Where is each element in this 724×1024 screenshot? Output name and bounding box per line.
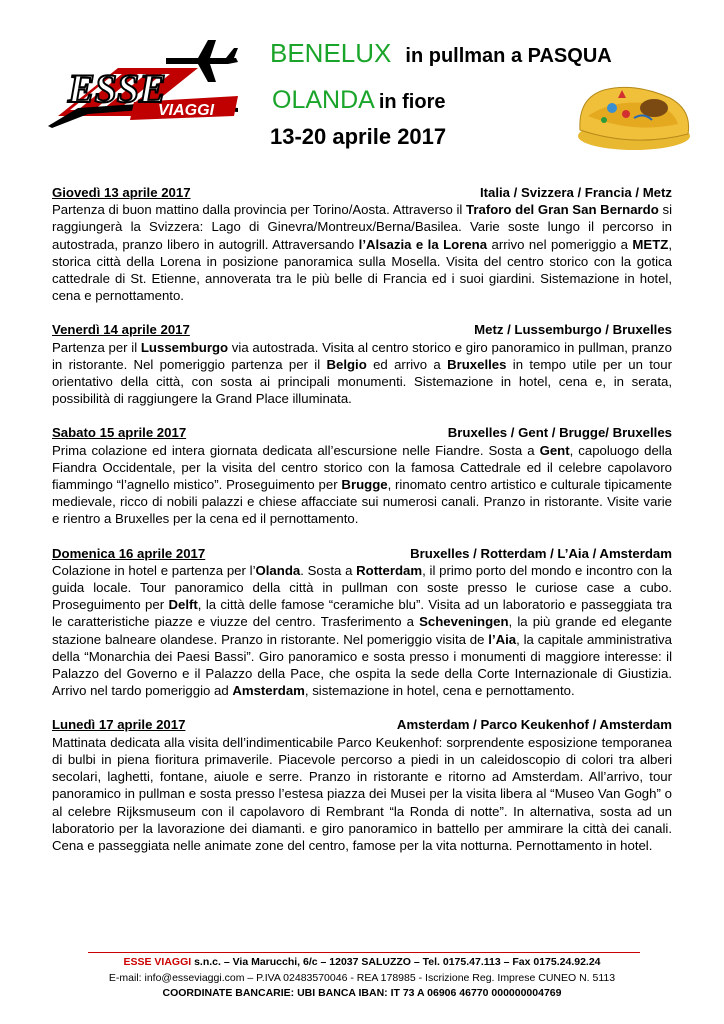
svg-text:ESSE: ESSE: [68, 66, 166, 111]
highlight-text: l’Aia: [488, 631, 517, 647]
highlight-text: Olanda: [255, 562, 301, 578]
highlight-text: Rotterdam: [356, 562, 423, 578]
highlight-text: Brugge: [341, 477, 388, 493]
day-header: [52, 321, 672, 338]
esse-viaggi-logo: [48, 38, 238, 128]
day-header: [52, 545, 672, 562]
day-route: Bruxelles / Rotterdam / L’Aia / Amsterdam: [410, 545, 672, 561]
body-text: via autostrada. Visita al centro storico e giro panoramico in pullman, pranzo in ristorante. Nel pomeriggio partenza per il: [52, 339, 672, 372]
body-text: Partenza di buon mattino dalla provincia per Torino/Aosta. Attraverso il: [52, 202, 467, 218]
highlight-text: Traforo del Gran San Bernardo: [466, 202, 659, 218]
day-description: [52, 201, 672, 304]
day-route: Metz / Lussemburgo / Bruxelles: [474, 322, 672, 338]
day-description: [52, 734, 672, 854]
title2-sub: in fiore: [378, 91, 446, 113]
body-text: Partenza per il: [52, 339, 141, 355]
day-route: Amsterdam / Parco Keukenhof / Amsterdam: [396, 717, 672, 733]
body-text: ed arrivo a: [366, 356, 448, 372]
body-text: in tempo utile per un tour orientativo della città, con sosta ai principali monumenti. Sistemazione in hotel, cena e, in serata, possibilità di raggiungere la Grand Place illuminata.: [52, 356, 672, 407]
body-text: , la più grande ed elegante stazione balneare olandese. Pranzo in ristorante. Nel pomeriggio visita de: [52, 614, 672, 647]
day-header: [52, 716, 672, 733]
day-header: [52, 184, 672, 201]
body-text: Prima colazione ed intera giornata dedicata all’escursione nelle Fiandre. Sosta a: [52, 442, 540, 458]
day-route: Italia / Svizzera / Francia / Metz: [479, 185, 672, 200]
day-date: Giovedì 13 aprile 2017: [52, 185, 191, 200]
day-route: Bruxelles / Gent / Brugge/ Bruxelles: [447, 425, 672, 441]
day-description: [52, 562, 672, 700]
body-text: . Sosta a: [300, 562, 357, 578]
body-text: , storica città della Lorena in posizione panoramica sulla Mosella. Visita del centro storico con la gotica cattedrale di St. Etienne, annoverata tra le più belle di Francia ed i suoi giardini. Sistemazione in hotel, cena e pernottamento.: [52, 236, 672, 304]
itinerary: [52, 184, 672, 871]
day-block: [52, 545, 672, 700]
highlight-text: METZ: [632, 236, 669, 252]
title-sub: in pullman a PASQUA: [405, 45, 612, 67]
body-text: Mattinata dedicata alla visita dell’indimenticabile Parco Keukenhof: sorprendente esposizione temporanea di bulbi in piena fioritura primaverile. Piacevole percorso a piedi in un caleidoscopio di colori tra alberi secolari, laghetti, fontane, aiuole e serre. Pranzo in ristorante e ritorno ad Amsterdam. All’arrivo, tour panoramico in pullman e sosta presso l’estesa piazza dei Musei per la visita libera al “Museo Van Gogh” o al celebre Rijksmuseum con il capolavoro di Rembrant “la Ronda di notte”. In alternativa, sosta ad un laboratorio per la lavorazione dei diamanti. e giro panoramico in battello per ammirare la città dei canali. Cena e passeggiata nelle animate zone del centro, famose per la vita notturna. Pernottamento in hotel.: [52, 734, 672, 853]
footer-contacts: E-mail: info@esseviaggi.com – P.IVA 02483570046 - REA 178985 - Iscrizione Reg. Imprese CUNEO N. 5113: [108, 971, 616, 984]
highlight-text: Scheveningen: [419, 614, 509, 630]
title-line-2: [272, 86, 445, 115]
highlight-text: Belgio: [326, 356, 367, 372]
footer: [0, 955, 724, 1002]
day-block: [52, 424, 672, 527]
highlight-text: Amsterdam: [232, 683, 305, 699]
body-text: si raggiungerà la Svizzera: Lago di Ginevra/Montreux/Berna/Basilea. Varie soste lungo il percorso in autostrada, pranzo libero in autogrill. Attraversando: [52, 202, 672, 252]
trip-dates: 13-20 aprile 2017: [270, 124, 447, 149]
highlight-text: Delft: [168, 597, 198, 613]
day-header: [52, 424, 672, 441]
highlight-text: Bruxelles: [447, 356, 507, 372]
day-date: Venerdì 14 aprile 2017: [52, 322, 190, 338]
body-text: , rinomato centro artistico e culturale tipicamente medievale, ricco di nobili palazzi e chiese affacciate sui numerosi canali. Pranzo in ristorante. Visite varie e rientro a Bruxelles per la cena ed il pernottamento.: [52, 477, 672, 527]
body-text: Colazione in hotel e partenza per l’: [52, 562, 256, 578]
day-description: [52, 442, 672, 528]
footer-address-text: s.n.c. – Via Marucchi, 6/c – 12037 SALUZZO – Tel. 0175.47.113 – Fax 0175.24.92.24: [191, 956, 601, 968]
body-text: arrivo nel pomeriggio a: [487, 236, 633, 252]
day-description: [52, 339, 672, 408]
title-line-1: [270, 38, 612, 69]
footer-divider: [88, 952, 640, 953]
highlight-text: l’Alsazia e la Lorena: [358, 236, 488, 252]
title-main: BENELUX: [270, 38, 392, 68]
body-text: , sistemazione in hotel, cena e pernottamento.: [304, 683, 575, 699]
day-block: [52, 716, 672, 854]
footer-brand: ESSE VIAGGI: [123, 956, 192, 968]
highlight-text: Gent: [539, 442, 570, 458]
svg-text:VIAGGI: VIAGGI: [158, 102, 215, 119]
day-date: Lunedì 17 aprile 2017: [52, 717, 186, 733]
footer-bank: COORDINATE BANCARIE: UBI BANCA IBAN: IT 73 A 06906 46770 000000004769: [162, 987, 562, 999]
body-text: , capoluogo della Fiandra Occidentale, per la visita del centro storico con la famosa Cattedrale ed il celebre capolavoro fiammingo “l’agnello mistico”. Proseguimento per: [52, 442, 673, 493]
day-date: Sabato 15 aprile 2017: [52, 425, 187, 441]
day-block: [52, 184, 672, 304]
highlight-text: Lussemburgo: [140, 339, 229, 355]
body-text: , la capitale amministrativa della “Monarchia dei Paesi Bassi”. Giro panoramico e sosta presso i monumenti di maggiore interesse: il Palazzo del Governo e il Palazzo della Pace, che ospita la sede della Corte Internazionale di Giustizia. Arrivo nel tardo pomeriggio ad: [52, 631, 672, 699]
body-text: , la città delle famose “ceramiche blu”. Visita ad un laboratorio e passeggiata tra le caratteristiche piazze e viuzze del centro. Trasferimento a: [52, 597, 673, 630]
day-block: [52, 321, 672, 407]
body-text: , il primo porto del mondo e incontro con la guida locale. Tour panoramico della città in pullman con soste presso le curiose case a cubo. Proseguimento per: [52, 562, 672, 613]
title2-main: OLANDA: [272, 86, 375, 114]
footer-address: [0, 955, 724, 971]
day-date: Domenica 16 aprile 2017: [52, 545, 206, 561]
dutch-clogs-image: [574, 68, 694, 158]
